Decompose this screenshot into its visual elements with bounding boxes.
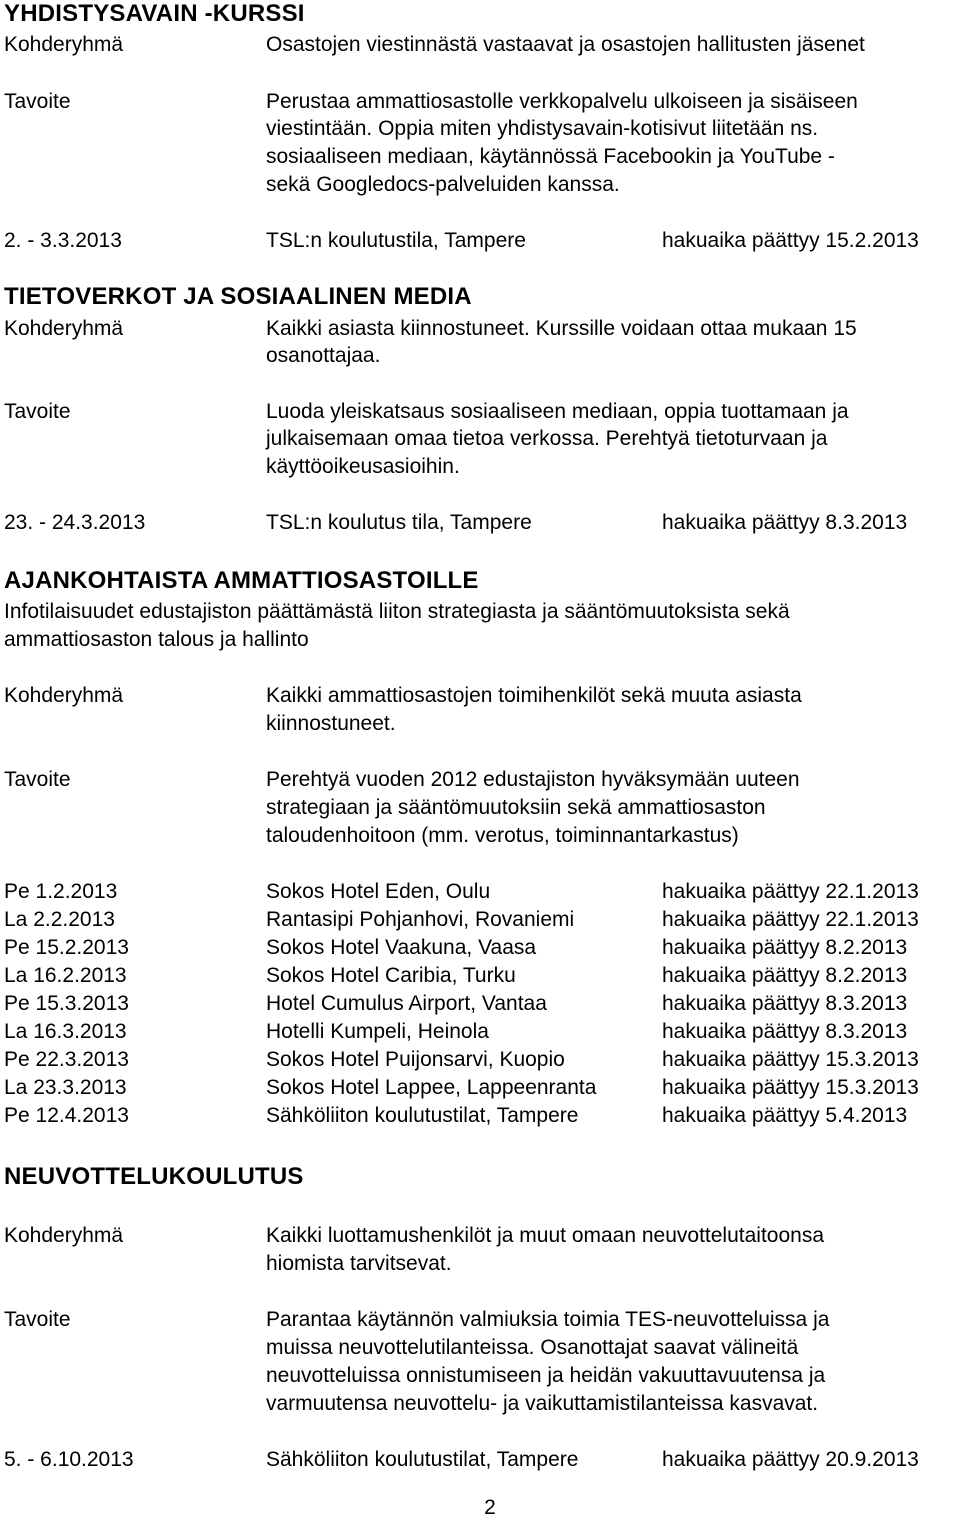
section-title-yhdistysavain: YHDISTYSAVAIN -KURSSI: [4, 0, 305, 27]
goal-label: Tavoite: [4, 1308, 71, 1331]
target-line: hiomista tarvitsevat.: [266, 1252, 452, 1275]
section-title-neuvottelukoulutus: NEUVOTTELUKOULUTUS: [4, 1163, 304, 1190]
goal-line: sosiaaliseen mediaan, käytännössä Facebookin ja YouTube -: [266, 145, 835, 168]
event-deadline: hakuaika päättyy 8.3.2013: [662, 1020, 908, 1043]
goal-line: Luoda yleiskatsaus sosiaaliseen mediaan, oppia tuottamaan ja: [266, 400, 849, 423]
target-label: Kohderyhmä: [4, 317, 124, 340]
course-place: Sähköliiton koulutustilat, Tampere: [266, 1448, 579, 1471]
event-date: Pe 15.2.2013: [4, 936, 129, 959]
event-date: La 23.3.2013: [4, 1076, 127, 1099]
event-date: La 16.3.2013: [4, 1020, 127, 1043]
goal-line: Perehtyä vuoden 2012 edustajiston hyväksymään uuteen: [266, 768, 800, 791]
application-deadline: hakuaika päättyy 20.9.2013: [662, 1448, 919, 1471]
event-deadline: hakuaika päättyy 15.3.2013: [662, 1048, 919, 1071]
course-date: 23. - 24.3.2013: [4, 511, 146, 534]
goal-line: sekä Googledocs-palveluiden kanssa.: [266, 173, 620, 196]
target-line: kiinnostuneet.: [266, 712, 396, 735]
course-date: 2. - 3.3.2013: [4, 229, 122, 252]
event-place: Sokos Hotel Eden, Oulu: [266, 880, 491, 903]
event-deadline: hakuaika päättyy 8.3.2013: [662, 992, 908, 1015]
application-deadline: hakuaika päättyy 15.2.2013: [662, 229, 919, 252]
target-line: osanottajaa.: [266, 344, 381, 367]
target-label: Kohderyhmä: [4, 1224, 124, 1247]
event-place: Sähköliiton koulutustilat, Tampere: [266, 1104, 579, 1127]
target-line: Kaikki luottamushenkilöt ja muut omaan neuvottelutaitoonsa: [266, 1224, 824, 1247]
intro-line: ammattiosaston talous ja hallinto: [4, 628, 309, 651]
event-date: Pe 12.4.2013: [4, 1104, 129, 1127]
target-line: Kaikki ammattiosastojen toimihenkilöt sekä muuta asiasta: [266, 684, 802, 707]
goal-label: Tavoite: [4, 90, 71, 113]
event-place: Hotel Cumulus Airport, Vantaa: [266, 992, 547, 1015]
event-place: Hotelli Kumpeli, Heinola: [266, 1020, 489, 1043]
goal-label: Tavoite: [4, 768, 71, 791]
event-place: Sokos Hotel Vaakuna, Vaasa: [266, 936, 537, 959]
event-date: Pe 22.3.2013: [4, 1048, 129, 1071]
event-deadline: hakuaika päättyy 5.4.2013: [662, 1104, 908, 1127]
goal-line: Parantaa käytännön valmiuksia toimia TES-neuvotteluissa ja: [266, 1308, 830, 1331]
page-number: 2: [484, 1496, 496, 1519]
target-text: Osastojen viestinnästä vastaavat ja osastojen hallitusten jäsenet: [266, 33, 865, 56]
goal-line: muissa neuvottelutilanteissa. Osanottajat saavat välineitä: [266, 1336, 799, 1359]
section-title-tietoverkot: TIETOVERKOT JA SOSIAALINEN MEDIA: [4, 283, 472, 310]
goal-line: varmuutensa neuvottelu- ja vaikuttamistilanteissa kasvavat.: [266, 1392, 819, 1415]
goal-line: taloudenhoitoon (mm. verotus, toiminnantarkastus): [266, 824, 739, 847]
goal-line: Perustaa ammattiosastolle verkkopalvelu ulkoiseen ja sisäiseen: [266, 90, 858, 113]
event-deadline: hakuaika päättyy 22.1.2013: [662, 880, 919, 903]
event-place: Sokos Hotel Puijonsarvi, Kuopio: [266, 1048, 565, 1071]
event-place: Sokos Hotel Lappee, Lappeenranta: [266, 1076, 597, 1099]
intro-line: Infotilaisuudet edustajiston päättämästä liiton strategiasta ja sääntömuutoksista sekä: [4, 600, 790, 623]
goal-label: Tavoite: [4, 400, 71, 423]
goal-line: käyttöoikeusasioihin.: [266, 455, 460, 478]
event-place: Sokos Hotel Caribia, Turku: [266, 964, 516, 987]
section-title-ajankohtaista: AJANKOHTAISTA AMMATTIOSASTOILLE: [4, 567, 479, 594]
goal-line: julkaisemaan omaa tietoa verkossa. Perehtyä tietoturvaan ja: [266, 427, 828, 450]
course-place: TSL:n koulutus tila, Tampere: [266, 511, 532, 534]
course-date: 5. - 6.10.2013: [4, 1448, 134, 1471]
goal-line: strategiaan ja sääntömuutoksiin sekä ammattiosaston: [266, 796, 766, 819]
event-date: La 2.2.2013: [4, 908, 115, 931]
event-date: La 16.2.2013: [4, 964, 127, 987]
event-deadline: hakuaika päättyy 8.2.2013: [662, 964, 908, 987]
goal-line: viestintään. Oppia miten yhdistysavain-kotisivut liitetään ns.: [266, 117, 819, 140]
event-place: Rantasipi Pohjanhovi, Rovaniemi: [266, 908, 575, 931]
application-deadline: hakuaika päättyy 8.3.2013: [662, 511, 908, 534]
event-date: Pe 15.3.2013: [4, 992, 129, 1015]
event-deadline: hakuaika päättyy 8.2.2013: [662, 936, 908, 959]
event-deadline: hakuaika päättyy 22.1.2013: [662, 908, 919, 931]
target-label: Kohderyhmä: [4, 684, 124, 707]
target-line: Kaikki asiasta kiinnostuneet. Kurssille voidaan ottaa mukaan 15: [266, 317, 857, 340]
target-label: Kohderyhmä: [4, 33, 124, 56]
event-deadline: hakuaika päättyy 15.3.2013: [662, 1076, 919, 1099]
goal-line: neuvotteluissa onnistumiseen ja heidän vakuuttavuutensa ja: [266, 1364, 826, 1387]
event-date: Pe 1.2.2013: [4, 880, 118, 903]
course-place: TSL:n koulutustila, Tampere: [266, 229, 526, 252]
